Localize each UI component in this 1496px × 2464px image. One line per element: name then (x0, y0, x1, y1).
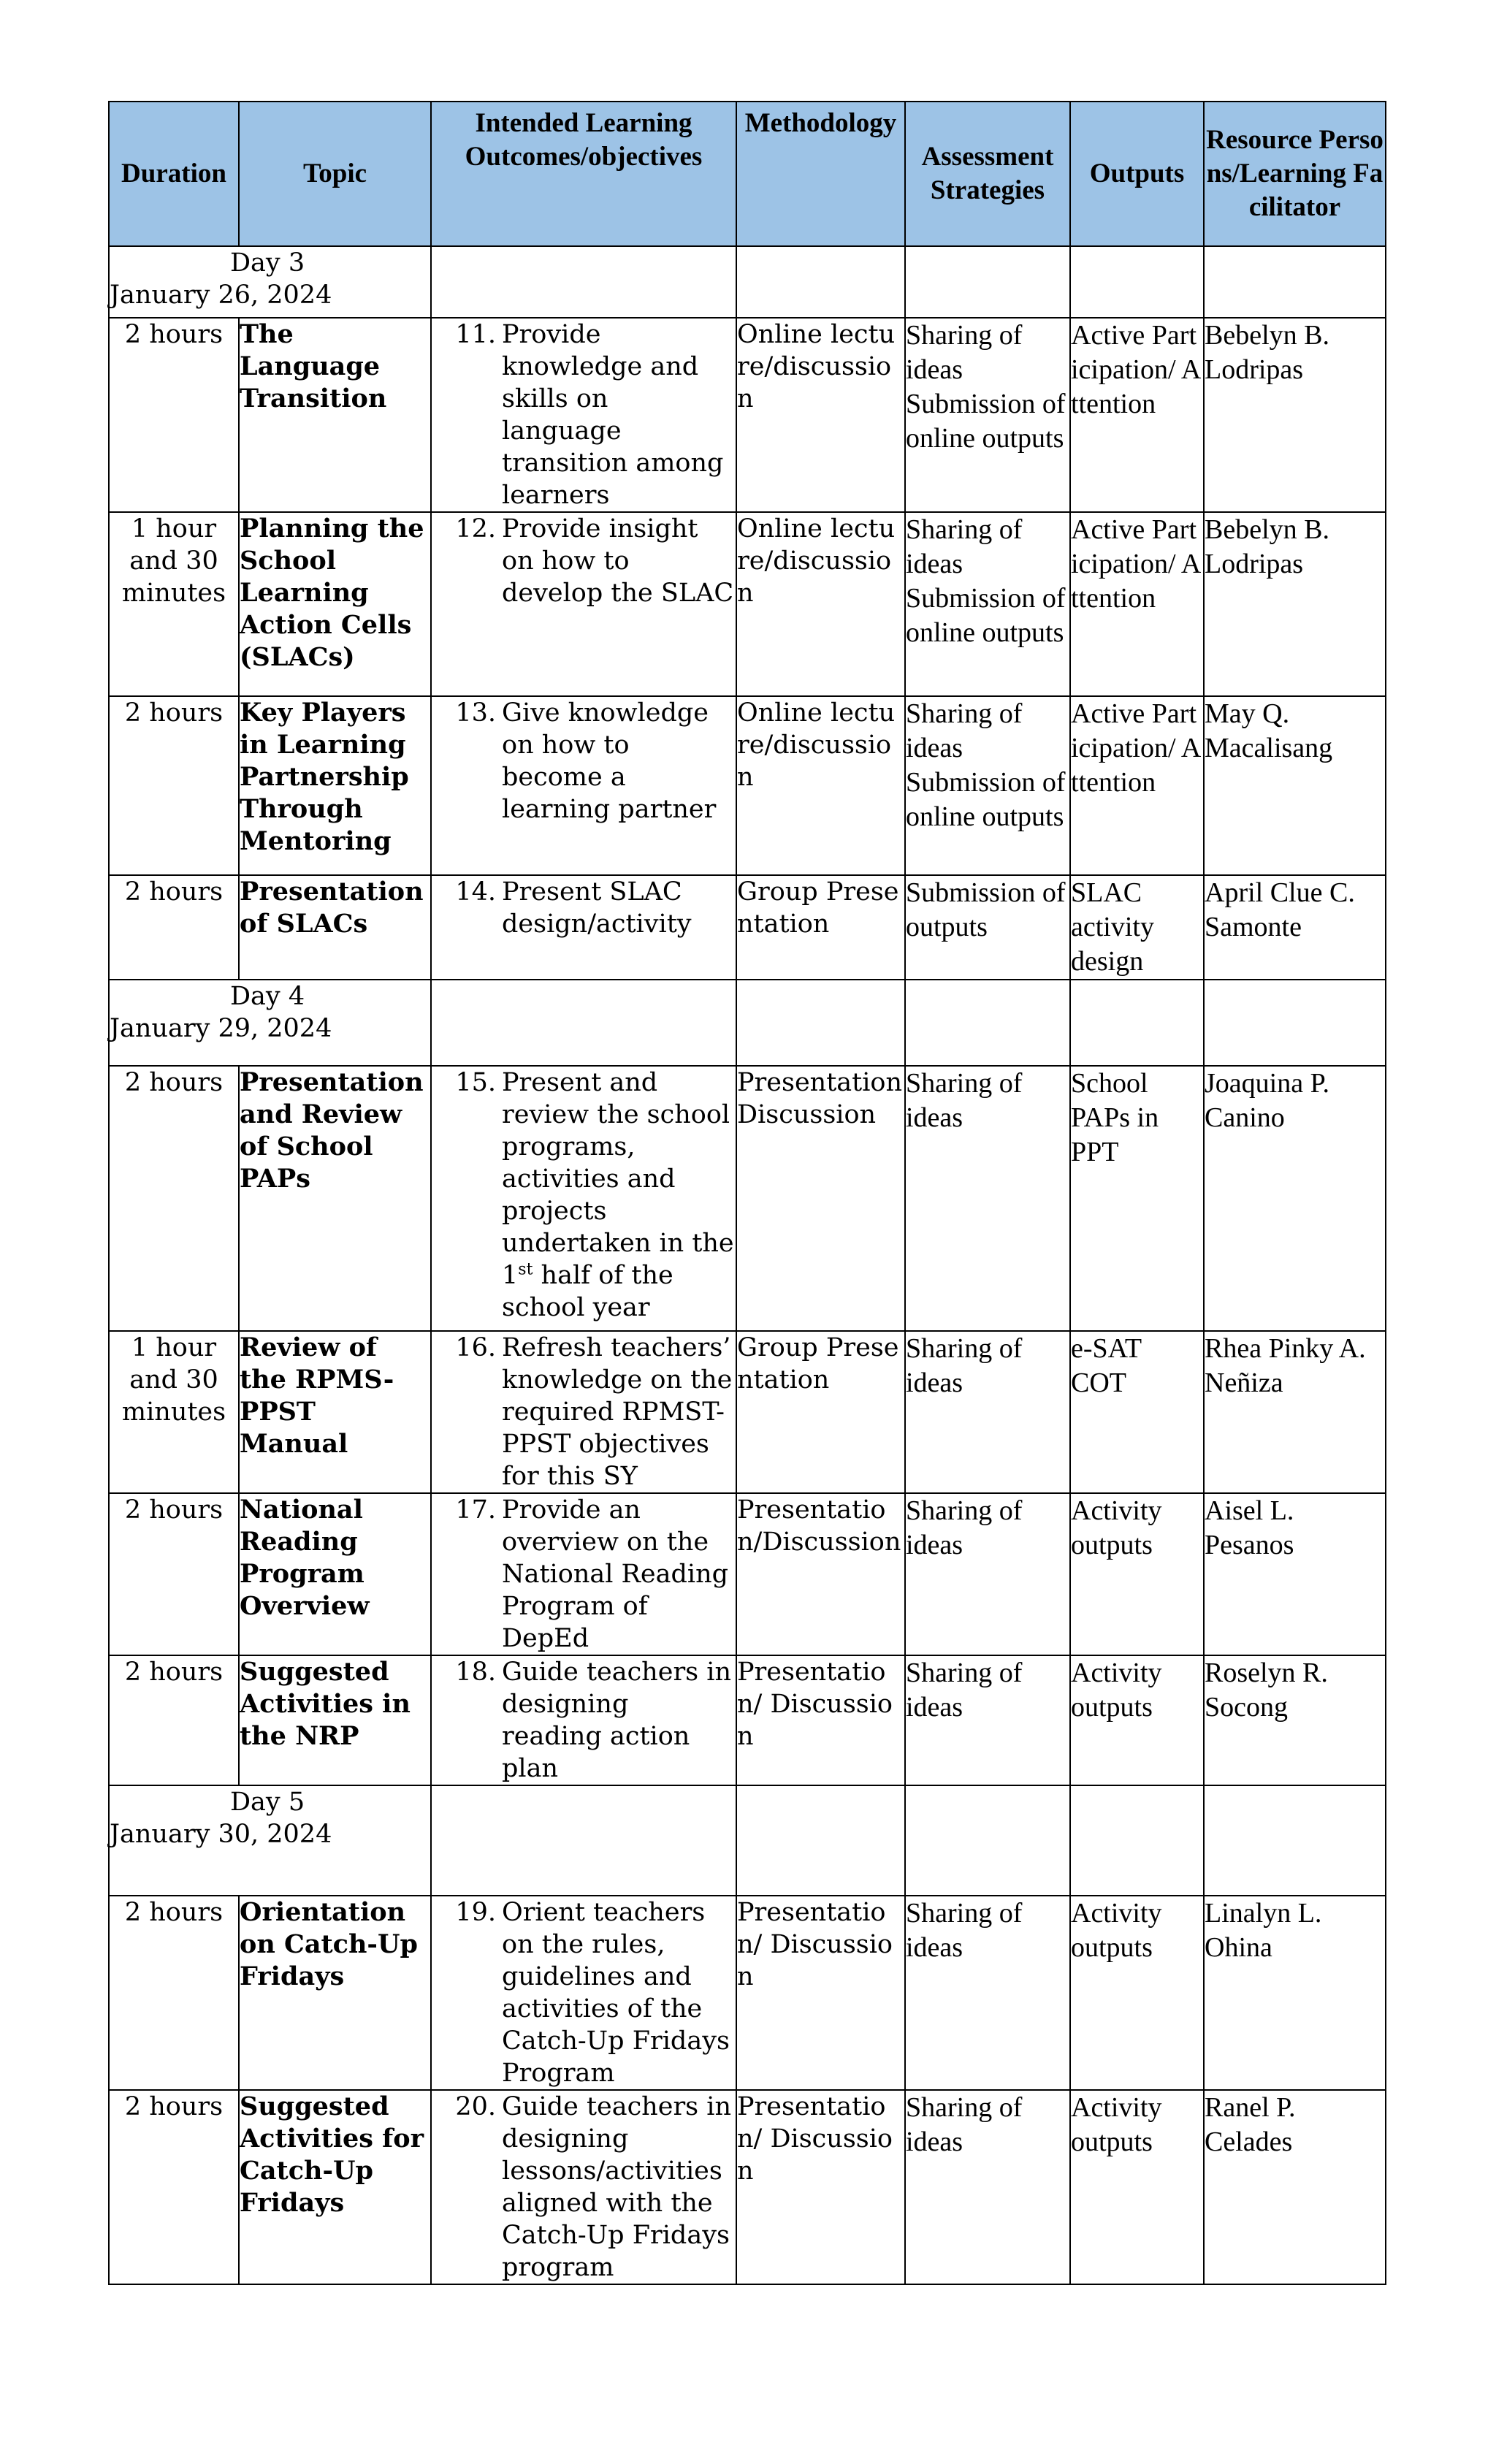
objective-text: Orient teachers on the rules, guidelines and activities of the Catch-Up Fridays Program (502, 1898, 730, 2088)
header-methodology: Methodology (736, 102, 905, 246)
assessment-cell: Sharing of ideas (905, 2090, 1070, 2284)
objective-number: 16. (455, 1333, 496, 1362)
assessment-cell: Sharing of ideas (905, 1493, 1070, 1655)
table-row (109, 1655, 1386, 1785)
header-topic: Topic (239, 102, 431, 246)
outputs-cell: Active Participation/ Attention (1070, 318, 1204, 512)
header-duration: Duration (109, 102, 239, 246)
assessment-cell: Sharing of ideas (905, 1331, 1070, 1493)
methodology-cell: Group Presentation (736, 875, 905, 980)
objective-text: Provide knowledge and skills on language transition among learners (502, 320, 724, 510)
topic-cell: Presentation of SLACs (239, 875, 431, 980)
outputs-cell: Activity outputs (1070, 1655, 1204, 1785)
assessment-cell: Sharing of ideas Submission of online outputs (905, 512, 1070, 696)
resource-cell: Linalyn L. Ohina (1204, 1896, 1386, 2090)
objective-text: Give knowledge on how to become a learning partner (502, 698, 717, 824)
outputs-cell: SLAC activity design (1070, 875, 1204, 980)
duration-cell: 2 hours (109, 1066, 239, 1331)
resource-cell: Rhea Pinky A. Neñiza (1204, 1331, 1386, 1493)
methodology-cell: Presentation/Discussion (736, 1493, 905, 1655)
outputs-cell: Active Participation/ Attention (1070, 512, 1204, 696)
table-row (109, 696, 1386, 875)
header-row (109, 102, 1386, 246)
table-row (109, 875, 1386, 980)
topic-cell: The Language Transition (239, 318, 431, 512)
topic-cell: Suggested Activities for Catch-Up Fridays (239, 2090, 431, 2284)
resource-cell: Bebelyn B. Lodripas (1204, 512, 1386, 696)
topic-cell: Review of the RPMS-PPST Manual (239, 1331, 431, 1493)
objective-cell (431, 1655, 736, 1785)
resource-cell: Roselyn R. Socong (1204, 1655, 1386, 1785)
table-row (109, 2090, 1386, 2284)
methodology-cell: Presentation/ Discussion (736, 2090, 905, 2284)
duration-cell: 2 hours (109, 875, 239, 980)
objective-cell (431, 1331, 736, 1493)
table-row (109, 318, 1386, 512)
resource-cell: Joaquina P. Canino (1204, 1066, 1386, 1331)
table-row (109, 1493, 1386, 1655)
day-5-cell (109, 1785, 431, 1896)
objective-cell (431, 2090, 736, 2284)
duration-cell: 2 hours (109, 1655, 239, 1785)
methodology-cell: Presentation/ Discussion (736, 1655, 905, 1785)
resource-cell: Ranel P. Celades (1204, 2090, 1386, 2284)
methodology-cell: Presentation Discussion (736, 1066, 905, 1331)
duration-cell: 1 hour and 30 minutes (109, 512, 239, 696)
objective-number: 20. (455, 2092, 496, 2121)
duration-cell: 2 hours (109, 318, 239, 512)
resource-cell: Bebelyn B. Lodripas (1204, 318, 1386, 512)
day-row-3 (109, 246, 1386, 318)
duration-cell: 2 hours (109, 1896, 239, 2090)
objective-number: 14. (455, 877, 496, 907)
assessment-cell: Sharing of ideas Submission of online outputs (905, 696, 1070, 875)
table-row (109, 1066, 1386, 1331)
objective-cell (431, 318, 736, 512)
outputs-cell: School PAPs in PPT (1070, 1066, 1204, 1331)
assessment-cell: Sharing of ideas Submission of online outputs (905, 318, 1070, 512)
objective-text: Present SLAC design/activity (502, 877, 692, 939)
topic-cell: Orientation on Catch-Up Fridays (239, 1896, 431, 2090)
day-4-label: Day 4 (230, 982, 305, 1011)
objective-cell (431, 1066, 736, 1331)
methodology-cell: Group Presentation (736, 1331, 905, 1493)
methodology-cell: Online lecture/discussion (736, 318, 905, 512)
day-3-date: January 26, 2024 (110, 281, 332, 310)
topic-cell: Presentation and Review of School PAPs (239, 1066, 431, 1331)
duration-cell: 2 hours (109, 1493, 239, 1655)
objective-number: 18. (455, 1658, 496, 1687)
day-3-cell (109, 246, 431, 318)
day-5-date: January 30, 2024 (110, 1820, 332, 1849)
assessment-cell: Submission of outputs (905, 875, 1070, 980)
objective-cell (431, 696, 736, 875)
objective-text: Provide an overview on the National Reading Program of DepEd (502, 1495, 729, 1653)
outputs-cell: Active Participation/ Attention (1070, 696, 1204, 875)
assessment-cell: Sharing of ideas (905, 1896, 1070, 2090)
objective-cell (431, 512, 736, 696)
day-4-cell (109, 980, 431, 1066)
duration-cell: 2 hours (109, 2090, 239, 2284)
objective-text: Guide teachers in designing reading action plan (502, 1658, 731, 1783)
objective-number: 13. (455, 698, 496, 728)
resource-cell: April Clue C. Samonte (1204, 875, 1386, 980)
topic-cell: Suggested Activities in the NRP (239, 1655, 431, 1785)
outputs-cell: e-SAT COT (1070, 1331, 1204, 1493)
objective-number: 17. (455, 1495, 496, 1525)
day-row-5 (109, 1785, 1386, 1896)
resource-cell: May Q. Macalisang (1204, 696, 1386, 875)
header-assessment: Assessment Strategies (905, 102, 1070, 246)
topic-cell: Key Players in Learning Partnership Through Mentoring (239, 696, 431, 875)
objective-text: Guide teachers in designing lessons/activities aligned with the Catch-Up Fridays program (502, 2092, 731, 2282)
duration-cell: 1 hour and 30 minutes (109, 1331, 239, 1493)
outputs-cell: Activity outputs (1070, 2090, 1204, 2284)
methodology-cell: Online lecture/discussion (736, 696, 905, 875)
objective-cell (431, 1896, 736, 2090)
table-row (109, 1331, 1386, 1493)
header-outputs: Outputs (1070, 102, 1204, 246)
objective-number: 15. (455, 1068, 496, 1097)
resource-cell: Aisel L. Pesanos (1204, 1493, 1386, 1655)
assessment-cell: Sharing of ideas (905, 1655, 1070, 1785)
objective-cell (431, 1493, 736, 1655)
day-row-4 (109, 980, 1386, 1066)
objective-number: 19. (455, 1898, 496, 1927)
objective-number: 12. (455, 514, 496, 543)
topic-cell: National Reading Program Overview (239, 1493, 431, 1655)
table-row (109, 1896, 1386, 2090)
objective-number: 11. (455, 320, 496, 349)
outputs-cell: Activity outputs (1070, 1896, 1204, 2090)
day-3-label: Day 3 (230, 248, 305, 278)
objective-cell (431, 875, 736, 980)
header-resource: Resource Persons/Learning Facilitator (1204, 102, 1386, 246)
assessment-cell: Sharing of ideas (905, 1066, 1070, 1331)
table-row (109, 512, 1386, 696)
training-schedule-table (108, 101, 1386, 2285)
objective-text: Provide insight on how to develop the SLAC (502, 514, 734, 608)
methodology-cell: Online lecture/discussion (736, 512, 905, 696)
objective-text: Refresh teachers’ knowledge on the required RPMST-PPST objectives for this SY (502, 1333, 733, 1491)
header-outcomes: Intended Learning Outcomes/objectives (431, 102, 736, 246)
day-5-label: Day 5 (230, 1788, 305, 1817)
objective-text: Present and review the school programs, activities and projects undertaken in the 1st half of the school year (502, 1068, 734, 1322)
duration-cell: 2 hours (109, 696, 239, 875)
topic-cell: Planning the School Learning Action Cells (SLACs) (239, 512, 431, 696)
outputs-cell: Activity outputs (1070, 1493, 1204, 1655)
methodology-cell: Presentation/ Discussion (736, 1896, 905, 2090)
day-4-date: January 29, 2024 (110, 1014, 332, 1043)
